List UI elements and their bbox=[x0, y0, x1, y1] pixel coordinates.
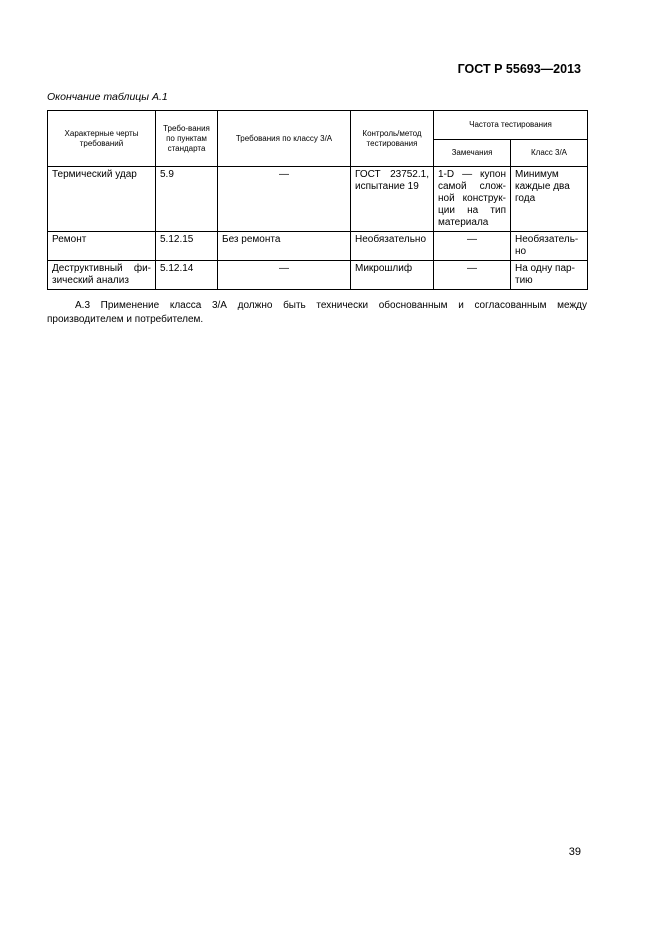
table-row bbox=[48, 167, 588, 232]
header-class-requirements: Требования по классу 3/А bbox=[218, 111, 351, 167]
cell-requirement: — bbox=[218, 167, 351, 232]
note-paragraph: А.3 Применение класса 3/А должно быть технически обоснованным и согласованным между производителем и потребителем. bbox=[47, 300, 587, 325]
cell-notes: — bbox=[434, 232, 511, 261]
cell-notes: 1-D — купон самой слож-ной конструк-ции на тип материала bbox=[434, 167, 511, 232]
cell-notes: — bbox=[434, 261, 511, 290]
header-characteristics: Характерные черты требований bbox=[48, 111, 156, 167]
cell-class: На одну пар-тию bbox=[511, 261, 588, 290]
header-frequency-notes: Замечания bbox=[434, 140, 511, 167]
requirements-table bbox=[47, 110, 588, 290]
header-frequency-class: Класс 3/А bbox=[511, 140, 588, 167]
cell-clause: 5.12.15 bbox=[156, 232, 218, 261]
cell-control: Микрошлиф bbox=[351, 261, 434, 290]
header-clauses: Требо-вания по пунктам стандарта bbox=[156, 111, 218, 167]
header-control-method: Контроль/метод тестирования bbox=[351, 111, 434, 167]
cell-control: Необязательно bbox=[351, 232, 434, 261]
cell-class: Необязатель-но bbox=[511, 232, 588, 261]
cell-characteristic: Деструктивный фи-зический анализ bbox=[48, 261, 156, 290]
cell-characteristic: Ремонт bbox=[48, 232, 156, 261]
cell-class: Минимум каждые два года bbox=[511, 167, 588, 232]
cell-requirement: — bbox=[218, 261, 351, 290]
cell-clause: 5.9 bbox=[156, 167, 218, 232]
header-frequency: Частота тестирования bbox=[434, 111, 588, 140]
cell-requirement: Без ремонта bbox=[218, 232, 351, 261]
cell-control: ГОСТ 23752.1, испытание 19 bbox=[351, 167, 434, 232]
table-row bbox=[48, 261, 588, 290]
table-caption: Окончание таблицы А.1 bbox=[47, 91, 168, 103]
table-row bbox=[48, 232, 588, 261]
cell-characteristic: Термический удар bbox=[48, 167, 156, 232]
document-standard-code: ГОСТ Р 55693—2013 bbox=[457, 62, 581, 76]
cell-clause: 5.12.14 bbox=[156, 261, 218, 290]
page-number: 39 bbox=[568, 846, 581, 858]
